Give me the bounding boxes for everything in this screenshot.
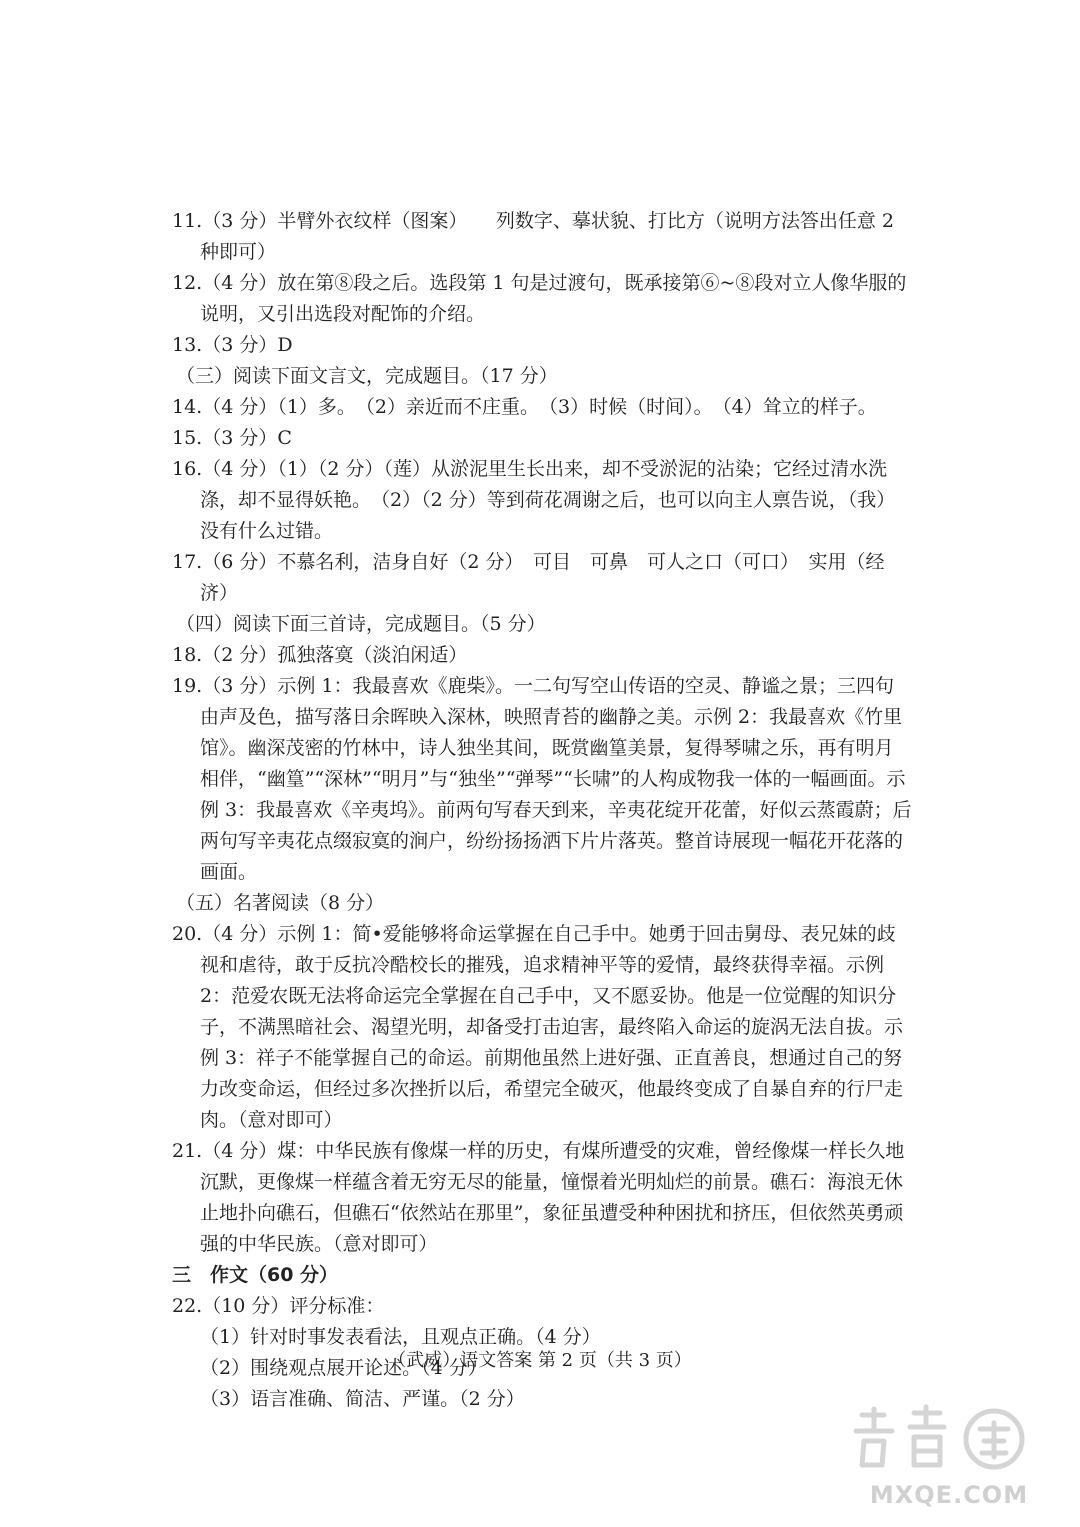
watermark: [844, 1401, 1054, 1509]
criteria-item-3: （3）语言准确、简洁、严谨。（2 分）: [200, 1388, 525, 1410]
answer-q13: 13.（3 分）D: [172, 334, 293, 356]
page-footer: （武威）语文答案 第 2 页（共 3 页）: [388, 1350, 692, 1371]
watermark-site: MXQE.COM: [869, 1481, 1029, 1509]
answer-q21: 21.（4 分）煤：中华民族有像煤一样的历史，有煤所遭受的灾难，曾经像煤一样长久地沉默，更像煤一样蕴含着无穷无尽的能量，憧憬着光明灿烂的前景。礁石：海浪无休止地扑向礁石，但礁石“依然站在那里”，象征虽遭受种种困扰和挤压，但依然英勇顽强的中华民族。（意对即可）: [172, 1140, 905, 1255]
section-heading-5: （五）名著阅读（8 分）: [176, 892, 385, 914]
answer-circle-logo-icon: [844, 1401, 1054, 1473]
answer-q15: 15.（3 分）C: [172, 427, 292, 449]
answer-q16: 16.（4 分）（1）（2 分）（莲）从淤泥里生长出来，却不受淤泥的沾染；它经过清水洗涤，却不显得妖艳。 （2）（2 分）等到荷花凋谢之后，也可以向主人禀告说，（我）没有什么过错。: [172, 458, 896, 542]
answer-q20: 20.（4 分）示例 1：简•爱能够将命运掌握在自己手中。她勇于回击舅母、表兄妹的歧视和虐待，敢于反抗冷酷校长的摧残，追求精神平等的爱情，最终获得幸福。示例 2：范爱农既无法将命运完全掌握在自己手中，又不愿妥协。他是一位觉醒的知识分子，不满黑暗社会、渴望光明，却备受打击迫害，最终陷入命运的旋涡无法自拔。示例 3：祥子不能掌握自己的命运。前期他虽然上进好强、正直善良，想通过自己的努力改变命运，但经过多次挫折以后，希望完全破灭，他最终变成了自暴自弃的行尸走肉。（意对即可）: [172, 923, 904, 1131]
criteria-item-2: （2）围绕观点展开论述。（4 分）: [200, 1357, 487, 1379]
answer-q11: 11.（3 分）半臂外衣纹样（图案） 列数字、摹状貌、打比方（说明方法答出任意 2 种即可）: [172, 210, 894, 263]
criteria-item-1: （1）针对时事发表看法，且观点正确。（4 分）: [200, 1326, 601, 1348]
section-heading-4: （四）阅读下面三首诗，完成题目。（5 分）: [176, 613, 546, 635]
answer-q17: 17.（6 分）不慕名利，洁身自好（2 分） 可目 可鼻 可人之口（可口） 实用（经济）: [172, 551, 885, 604]
answer-content: [172, 206, 912, 1415]
answer-q19: 19.（3 分）示例 1：我最喜欢《鹿柴》。一二句写空山传语的空灵、静谧之景；三四句由声及色，描写落日余晖映入深林，映照青苔的幽静之美。示例 2：我最喜欢《竹里馆》。幽深茂密的竹林中，诗人独坐其间，既赏幽篁美景，复得琴啸之乐，再有明月相伴，“幽篁”“深林”“明月”与“独坐”“弹琴”“长啸”的人构成物我一体的一幅画面。示例 3：我最喜欢《辛夷坞》。前两句写春天到来，辛夷花绽开花蕾，好似云蒸霞蔚；后两句写辛夷花点缀寂寞的涧户，纷纷扬扬洒下片片落英。整首诗展现一幅花开花落的画面。: [172, 675, 912, 883]
part-heading-composition: 三 作文（60 分）: [172, 1264, 339, 1286]
answer-q18: 18.（2 分）孤独落寞（淡泊闲适）: [172, 644, 468, 666]
section-heading-3: （三）阅读下面文言文，完成题目。（17 分）: [176, 365, 558, 387]
answer-q12: 12.（4 分）放在第⑧段之后。选段第 1 句是过渡句，既承接第⑥~⑧段对立人像华服的说明，又引出选段对配饰的介绍。: [172, 272, 907, 325]
answer-q22: 22.（10 分）评分标准：: [172, 1295, 385, 1317]
answer-q14: 14.（4 分）（1）多。 （2）亲近而不庄重。 （3）时候（时间）。 （4）耸立的样子。: [172, 396, 877, 418]
